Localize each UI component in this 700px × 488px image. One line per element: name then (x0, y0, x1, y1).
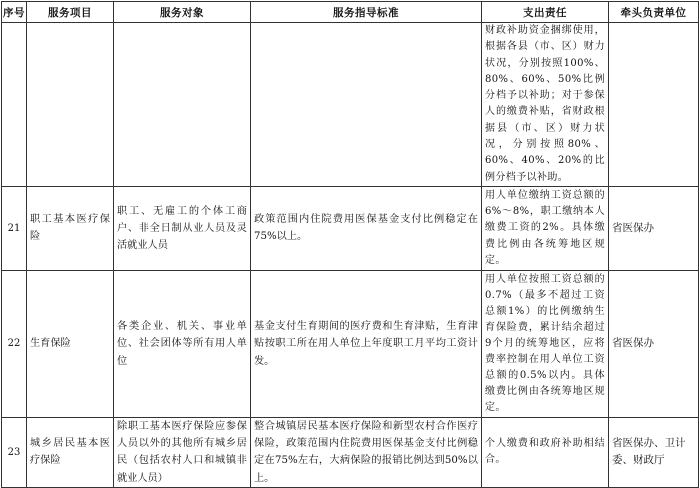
expenditure-responsibility: 个人缴费和政府补助相结合。 (482, 417, 609, 487)
expenditure-responsibility: 用人单位缴纳工资总额的6%～8%，职工缴纳本人缴费工资的2%。具体缴费比例由各统筹地区规定。 (482, 186, 609, 270)
header-no: 序号 (2, 2, 27, 23)
header-expenditure-responsibility: 支出责任 (482, 2, 609, 23)
lead-unit: 省医保办 (609, 270, 699, 417)
header-service-item: 服务项目 (27, 2, 114, 23)
lead-unit (609, 23, 699, 187)
row-number (2, 23, 27, 187)
row-number: 22 (2, 270, 27, 417)
service-target: 职工、无雇工的个体工商户、非全日制从业人员及灵活就业人员 (114, 186, 251, 270)
header-service-target: 服务对象 (114, 2, 251, 23)
service-standard: 基金支付生育期间的医疗费和生育津贴，生育津贴按职工所在用人单位上年度职工月平均工资计发。 (251, 270, 482, 417)
table-row (2, 186, 699, 270)
lead-unit: 省医保办、卫计委、财政厅 (609, 417, 699, 487)
lead-unit: 省医保办 (609, 186, 699, 270)
service-item: 生育保险 (27, 270, 114, 417)
table-row (2, 417, 699, 487)
row-number: 21 (2, 186, 27, 270)
service-standard: 整合城镇居民基本医疗保险和新型农村合作医疗保险，政策范围内住院费用医保基金支付比例稳定在75%左右，大病保险的报销比例达到50%以上。 (251, 417, 482, 487)
header-lead-unit: 牵头负责单位 (609, 2, 699, 23)
table-row (2, 270, 699, 417)
service-target: 各类企业、机关、事业单位、社会团体等所有用人单位 (114, 270, 251, 417)
service-target (114, 23, 251, 187)
expenditure-responsibility: 财政补助资金捆绑使用，根据各县（市、区）财力状况，分别按照100%、80%、60%、50%比例分档予以补助；对于参保人的缴费补贴，省财政根据县（市、区）财力状况，分别按照80%、60%、40%、20%的比例分档予以补助。 (482, 23, 609, 187)
service-standard (251, 23, 482, 187)
expenditure-responsibility: 用人单位按照工资总额的0.7%（最多不超过工资总额1%）的比例缴纳生育保险费，累计结余超过9个月的统筹地区，应将费率控制在用人单位工资总额的0.5%以内。具体缴费比例由各统筹地区规定。 (482, 270, 609, 417)
table-row (2, 23, 699, 187)
service-standard: 政策范围内住院费用医保基金支付比例稳定在75%以上。 (251, 186, 482, 270)
table-header-row (2, 2, 699, 23)
service-item: 城乡居民基本医疗保险 (27, 417, 114, 487)
header-service-standard: 服务指导标准 (251, 2, 482, 23)
row-number: 23 (2, 417, 27, 487)
service-standards-table (1, 1, 699, 488)
service-item (27, 23, 114, 187)
service-item: 职工基本医疗保险 (27, 186, 114, 270)
service-target: 除职工基本医疗保险应参保人员以外的其他所有城乡居民（包括农村人口和城镇非就业人员） (114, 417, 251, 487)
